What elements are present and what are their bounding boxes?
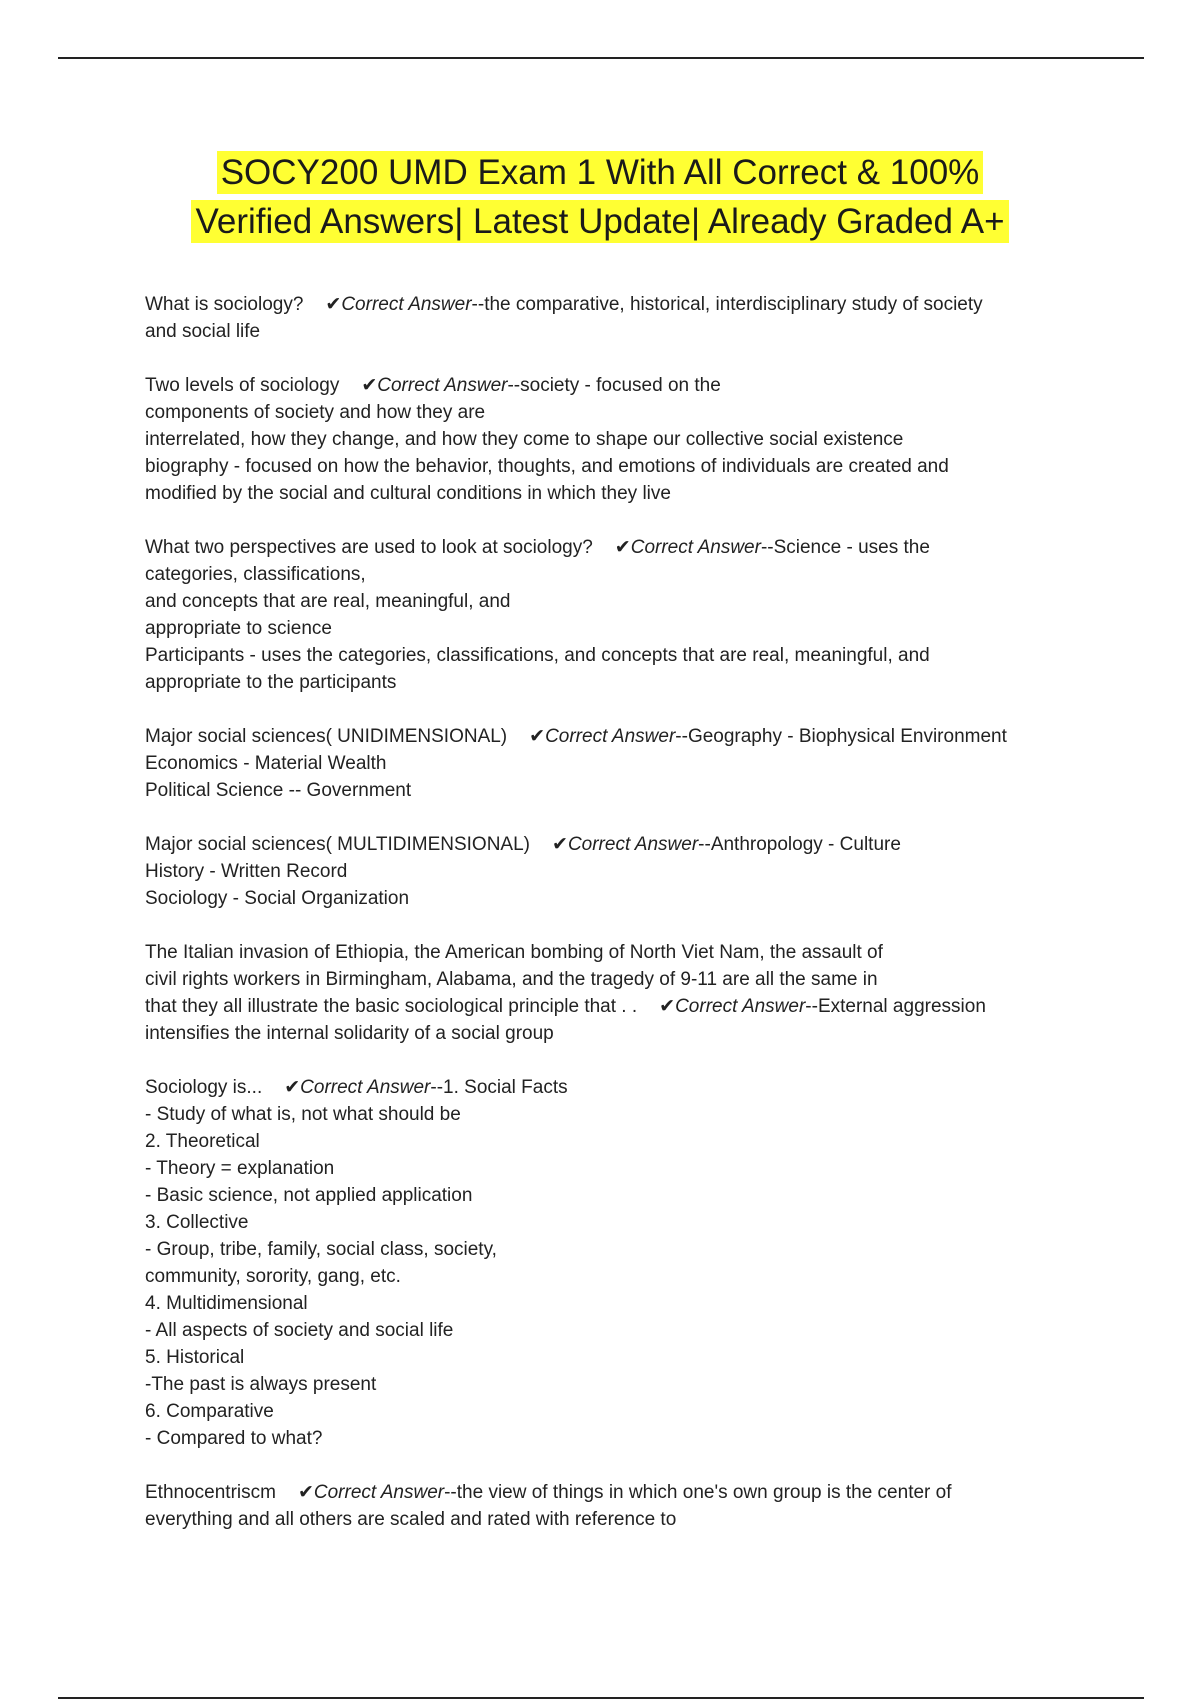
question-text: that they all illustrate the basic sociological principle that . . xyxy=(145,996,638,1017)
answer-line: and concepts that are real, meaningful, and xyxy=(145,591,511,612)
answer-line: - Study of what is, not what should be xyxy=(145,1104,461,1125)
answer-separator: -- xyxy=(760,537,774,558)
answer-line: biography - focused on how the behavior, thoughts, and emotions of individuals are created and xyxy=(145,456,949,477)
qa-item xyxy=(145,1479,1075,1533)
answer-separator: -- xyxy=(698,834,711,855)
answer-text: Science - uses the xyxy=(773,537,930,558)
answer-line: appropriate to the participants xyxy=(145,672,397,693)
question-text: What two perspectives are used to look at sociology? xyxy=(145,537,593,558)
answer-line: intensifies the internal solidarity of a social group xyxy=(145,1023,554,1044)
qa-first-line xyxy=(145,1479,1075,1506)
answer-line: - Basic science, not applied application xyxy=(145,1185,473,1206)
answer-line: Participants - uses the categories, classifications, and concepts that are real, meaningful, and xyxy=(145,645,930,666)
answer-line: interrelated, how they change, and how they come to shape our collective social existence xyxy=(145,429,904,450)
question-line: civil rights workers in Birmingham, Alabama, and the tragedy of 9-11 are all the same in xyxy=(145,969,878,990)
answer-separator: -- xyxy=(471,294,485,315)
check-icon: ✔ xyxy=(614,537,631,558)
correct-answer-label: Correct Answer xyxy=(630,537,761,558)
check-icon: ✔ xyxy=(552,834,568,855)
answer-text: the view of things in which one's own group is the center of xyxy=(456,1482,952,1503)
qa-first-line xyxy=(145,831,1075,858)
answer-line: - Theory = explanation xyxy=(145,1158,335,1179)
question-line: The Italian invasion of Ethiopia, the American bombing of North Viet Nam, the assault of xyxy=(145,942,883,963)
answer-line: everything and all others are scaled and rated with reference to xyxy=(145,1509,677,1530)
answer-line: community, sorority, gang, etc. xyxy=(145,1266,401,1287)
check-icon: ✔ xyxy=(284,1077,301,1098)
answer-line: History - Written Record xyxy=(145,861,348,882)
answer-line: 6. Comparative xyxy=(145,1401,274,1422)
check-icon: ✔ xyxy=(325,294,342,315)
qa-item xyxy=(145,291,1075,345)
check-icon: ✔ xyxy=(659,996,676,1017)
answer-line: 4. Multidimensional xyxy=(145,1293,308,1314)
answer-line: Sociology - Social Organization xyxy=(145,888,410,909)
question-text: Major social sciences( MULTIDIMENSIONAL) xyxy=(145,834,531,855)
qa-first-line xyxy=(145,291,1075,318)
qa-list xyxy=(145,291,1075,1560)
header-rule xyxy=(58,57,1144,59)
qa-first-line xyxy=(145,372,1075,399)
qa-first-line xyxy=(145,993,1075,1020)
qa-first-line xyxy=(145,1074,1075,1101)
qa-item xyxy=(145,939,1075,1047)
answer-line: 2. Theoretical xyxy=(145,1131,260,1152)
question-text: What is sociology? xyxy=(145,294,304,315)
answer-line: - Group, tribe, family, social class, society, xyxy=(145,1239,497,1260)
answer-separator: -- xyxy=(805,996,818,1017)
check-icon: ✔ xyxy=(529,726,546,747)
answer-line: appropriate to science xyxy=(145,618,332,639)
answer-separator: -- xyxy=(507,375,521,396)
answer-line: and social life xyxy=(145,321,261,342)
question-text: Ethnocentriscm xyxy=(145,1482,276,1503)
document-title xyxy=(0,148,1200,246)
footer-rule xyxy=(58,1697,1144,1699)
correct-answer-label: Correct Answer xyxy=(341,294,472,315)
check-icon: ✔ xyxy=(297,1482,314,1503)
answer-line: -The past is always present xyxy=(145,1374,377,1395)
qa-item xyxy=(145,534,1075,696)
correct-answer-label: Correct Answer xyxy=(313,1482,445,1503)
answer-text: society - focused on the xyxy=(520,375,721,396)
answer-text: External aggression xyxy=(817,996,986,1017)
correct-answer-label: Correct Answer xyxy=(545,726,676,747)
question-text: Sociology is... xyxy=(145,1077,263,1098)
qa-first-line xyxy=(145,534,1075,561)
qa-item xyxy=(145,1074,1075,1452)
title-line-2: Verified Answers| Latest Update| Already Graded A+ xyxy=(191,200,1008,243)
qa-first-line xyxy=(145,723,1075,750)
qa-item xyxy=(145,831,1075,912)
answer-separator: -- xyxy=(675,726,688,747)
answer-line: Economics - Material Wealth xyxy=(145,753,387,774)
check-icon: ✔ xyxy=(361,375,378,396)
qa-item xyxy=(145,372,1075,507)
question-text: Major social sciences( UNIDIMENSIONAL) xyxy=(145,726,508,747)
correct-answer-label: Correct Answer xyxy=(300,1077,431,1098)
answer-text: Anthropology - Culture xyxy=(710,834,901,855)
correct-answer-label: Correct Answer xyxy=(567,834,699,855)
question-text: Two levels of sociology xyxy=(145,375,340,396)
correct-answer-label: Correct Answer xyxy=(675,996,806,1017)
answer-text: 1. Social Facts xyxy=(443,1077,568,1098)
qa-item xyxy=(145,723,1075,804)
correct-answer-label: Correct Answer xyxy=(377,375,508,396)
answer-separator: -- xyxy=(430,1077,444,1098)
answer-line: modified by the social and cultural conditions in which they live xyxy=(145,483,671,504)
answer-separator: -- xyxy=(444,1482,457,1503)
answer-line: 5. Historical xyxy=(145,1347,245,1368)
answer-line: categories, classifications, xyxy=(145,564,366,585)
answer-line: Political Science -- Government xyxy=(145,780,412,801)
title-line-1: SOCY200 UMD Exam 1 With All Correct & 100% xyxy=(217,151,984,194)
answer-line: - All aspects of society and social life xyxy=(145,1320,454,1341)
answer-line: 3. Collective xyxy=(145,1212,249,1233)
answer-line: - Compared to what? xyxy=(145,1428,323,1449)
answer-text: Geography - Biophysical Environment xyxy=(687,726,1007,747)
answer-text: the comparative, historical, interdisciplinary study of society xyxy=(484,294,983,315)
answer-line: components of society and how they are xyxy=(145,402,486,423)
